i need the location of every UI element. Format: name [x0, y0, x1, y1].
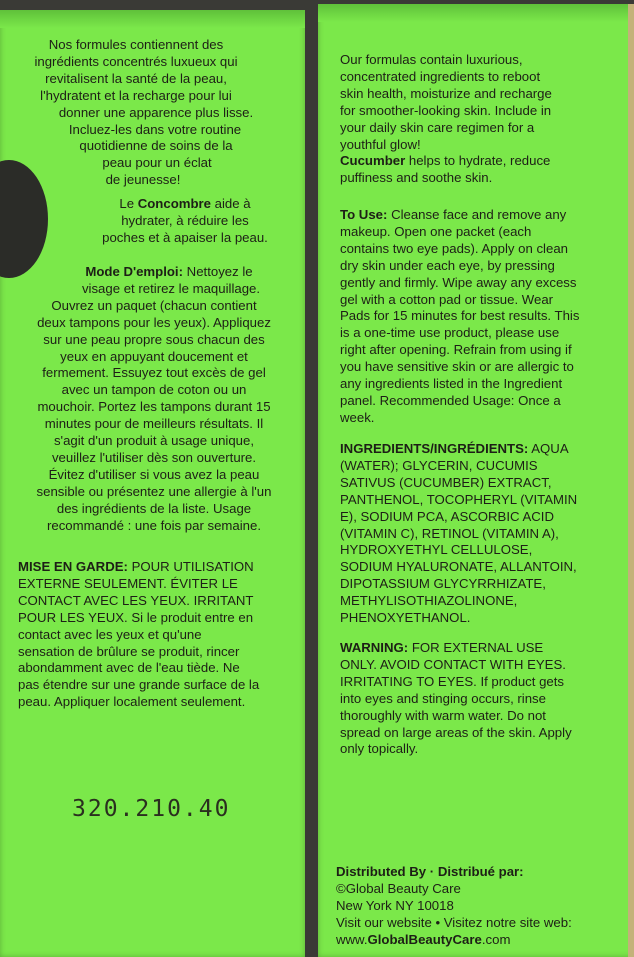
panel-top-fold: [0, 10, 305, 28]
right-panel-english: [318, 4, 634, 957]
left-panel-french: [0, 10, 305, 957]
website-url: www.GlobalBeautyCare.com: [336, 931, 511, 947]
intro-en: Our formulas contain luxurious, concentrated ingredients to reboot skin health, moisturize and recharge for smoother-looking skin. Include in your daily skin care regimen for a youthful glow! Cucumber helps to hydrate, reduce puffiness and soothe skin.: [340, 52, 552, 186]
intro-fr: Nos formules contiennent des ingrédients concentrés luxueux qui revitalisent la santé de la peau, l'hydratent et la recharge pour lui donner une apparence plus lisse. Incluez-les dans votre routine quotidienne de soins de la peau pour un éclat de jeunesse!: [34, 37, 254, 188]
usage-fr: Mode D'emploi: Nettoyez le visage et retirez le maquillage. Ouvrez un paquet (chacun contient deux tampons pour les yeux). Appliquez sur une peau propre sous chacun des yeux en appuyant doucement et fermement. Essuyez tout excès de gel avec un tampon de coton ou un mouchoir. Portez les tampons durant 15 minutes pour de meilleurs résultats. Il s'agit d'un produit à usage unique, veuillez l'utiliser dès son ouverture. Évitez d'utiliser si vous avez la peau sensible ou présentez une allergie à l'un des ingrédients de la liste. Usage recommandé : une fois par semaine.: [36, 264, 272, 533]
warning-fr: MISE EN GARDE: POUR UTILISATION EXTERNE SEULEMENT. ÉVITER LE CONTACT AVEC LES YEUX. IRRITANT POUR LES YEUX. Si le produit entre en contact avec les yeux et qu'une sensation de brûlure se produit, rincer abondamment avec de l'eau tiède. Ne pas étendre sur une grande surface de la peau. Appliquer localement seulement.: [18, 559, 260, 710]
panel-top-fold: [318, 4, 634, 22]
batch-code: 320.210.40: [72, 796, 231, 822]
ingredients: INGREDIENTS/INGRÉDIENTS: AQUA (WATER); GLYCERIN, CUCUMIS SATIVUS (CUCUMBER) EXTRACT, PANTHENOL, TOCOPHERYL (VITAMIN E), SODIUM PCA, ASCORBIC ACID (VITAMIN C), RETINOL (VITAMIN A), HYDROXYETHYL CELLULOSE, SODIUM HYALURONATE, ALLANTOIN, DIPOTASSIUM GLYCYRRHIZATE, METHYLISOTHIAZOLINONE, PHENOXYETHANOL.: [340, 441, 578, 626]
warning-en: WARNING: FOR EXTERNAL USE ONLY. AVOID CONTACT WITH EYES. IRRITATING TO EYES. If product gets into eyes and stinging occurs, rinse thoroughly with warm water. Do not spread on large areas of the skin. Apply only topically.: [340, 640, 572, 757]
distributor-block: Distributed By · Distribué par: ©Global Beauty Care New York NY 10018 Visit our website • Visitez notre site web: www.GlobalBeautyCare.com: [336, 864, 632, 949]
usage-en: To Use: Cleanse face and remove any makeup. Open one packet (each contains two eye pads). Apply on clean dry skin under each eye, by pressing gently and firmly. Wipe away any excess gel with a cotton pad or tissue. Wear Pads for 15 minutes for best results. This is a one-time use product, please use right after opening. Refrain from using if you have sensitive skin or are allergic to any ingredients listed in the Ingredient panel. Recommended Usage: Once a week.: [340, 207, 580, 425]
cucumber-fr: Le Concombre aide à hydrater, à réduire les poches et à apaiser la peau.: [102, 196, 268, 245]
